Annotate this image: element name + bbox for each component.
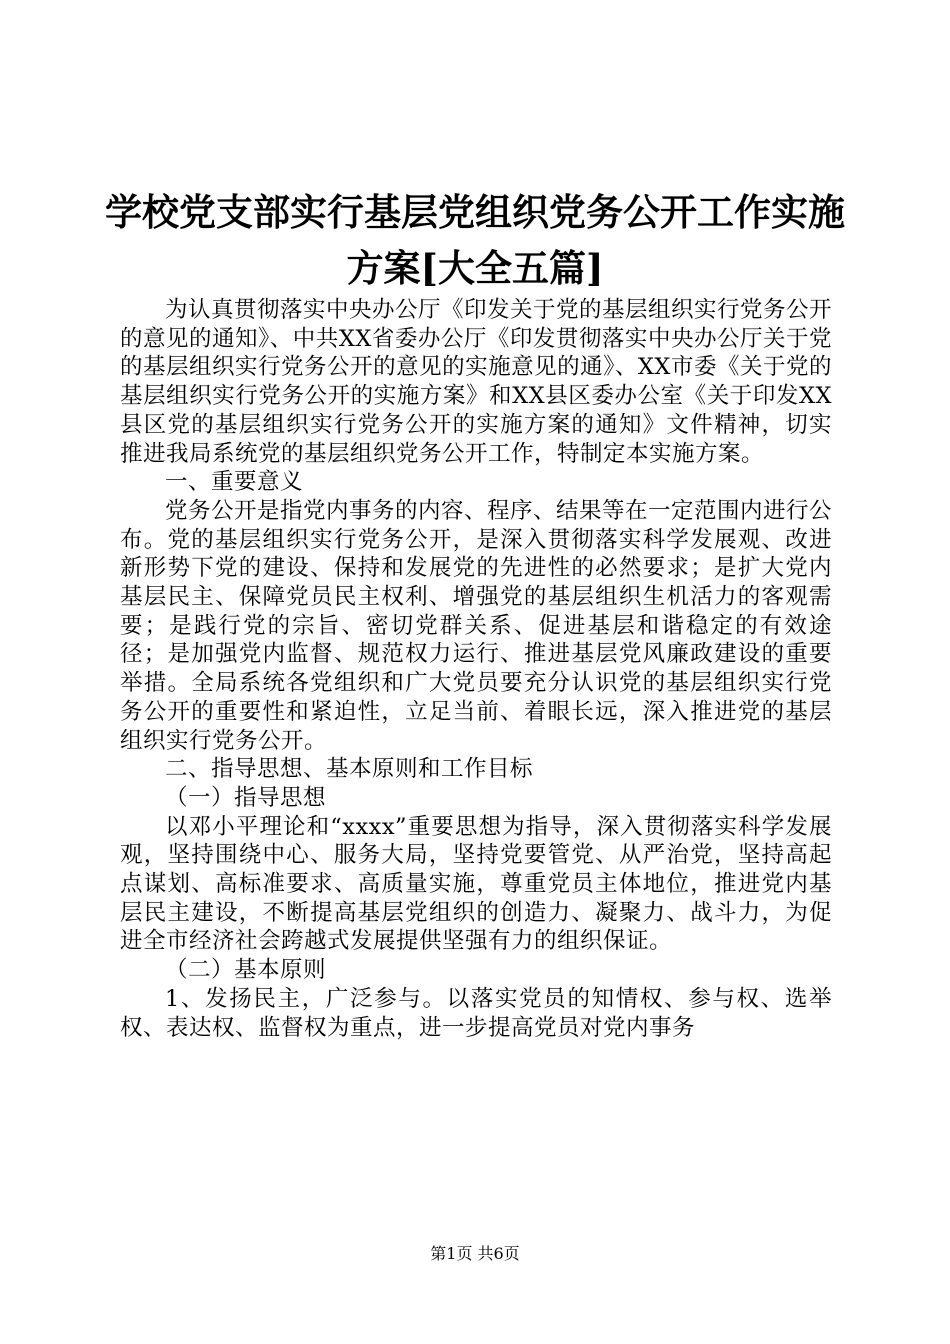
subsection-heading-2: （二）基本原则	[165, 957, 327, 984]
paragraph-principle-1: 1、发扬民主，广泛参与。以落实党员的知情权、参与权、选举权、表达权、监督权为重点，进一步提高党员对党内事务	[120, 985, 832, 1041]
paragraph-guiding-thought: 以邓小平理论和“xxxx”重要思想为指导，深入贯彻落实科学发展观，坚持围绕中心、服务大局，坚持党要管党、从严治党，坚持高起点谋划、高标准要求、高质量实施，尊重党员主体地位，推进党内基层民主建设，不断提高基层党组织的创造力、凝聚力、战斗力，为促进全市经济社会跨越式发展提供坚强有力的组织保证。	[120, 813, 832, 955]
paragraph-significance: 党务公开是指党内事务的内容、程序、结果等在一定范围内进行公布。党的基层组织实行党务公开，是深入贯彻落实科学发展观、改进新形势下党的建设、保持和发展党的先进性的必然要求；是扩大党内基层民主、保障党员民主权利、增强党的基层组织生机活力的客观需要；是践行党的宗旨、密切党群关系、促进基层和谐稳定的有效途径；是加强党内监督、规范权力运行、推进基层党风廉政建设的重要举措。全局系统各党组织和广大党员要充分认识党的基层组织实行党务公开的重要性和紧迫性，立足当前、着眼长远，深入推进党的基层组织实行党务公开。	[120, 497, 833, 754]
paragraph-intro: 为认真贯彻落实中央办公厅《印发关于党的基层组织实行党务公开的意见的通知》、中共XX省委办公厅《印发贯彻落实中央办公厅关于党的基层组织实行党务公开的意见的实施意见的通》、XX市委《关于党的基层组织实行党务公开的实施方案》和XX县区委办公室《关于印发XX县区党的基层组织实行党务公开的实施方案的通知》文件精神，切实推进我局系统党的基层组织党务公开工作，特制定本实施方案。	[120, 297, 833, 467]
section-heading-2: 二、指导思想、基本原则和工作目标	[165, 756, 534, 783]
page-footer: 第1页 共6页	[430, 1244, 520, 1263]
document-body	[120, 296, 832, 1042]
document-title-line-1: 学校党支部实行基层党组织党务公开工作实施	[105, 190, 845, 234]
document-title-line-2: 方案[大全五篇]	[346, 246, 604, 290]
section-heading-1: 一、重要意义	[165, 469, 304, 496]
subsection-heading-1: （一）指导思想	[165, 784, 327, 811]
